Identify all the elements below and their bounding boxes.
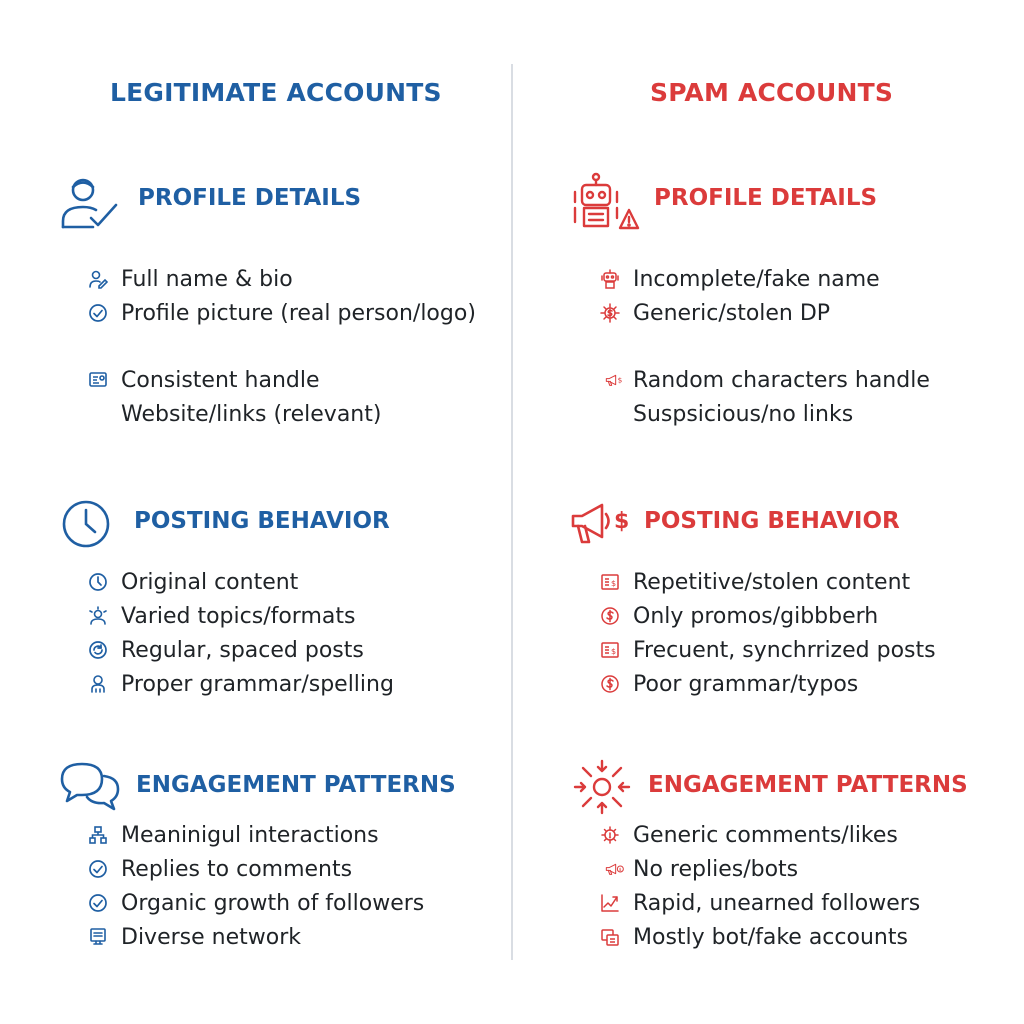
spam-posting-title: POSTING BEHAVIOR — [644, 508, 900, 534]
list-item — [88, 889, 424, 917]
dollar-burst-icon — [600, 303, 620, 323]
item-label: Original content — [121, 569, 299, 595]
item-label: Website/links (relevant) — [121, 401, 382, 427]
list-item — [88, 568, 298, 596]
svg-text:$: $ — [611, 579, 617, 588]
legitimate-title: LEGITIMATE ACCOUNTS — [110, 78, 442, 107]
svg-text:$: $ — [618, 868, 622, 873]
item-label: Poor grammar/typos — [633, 671, 859, 697]
item-label: Consistent handle — [121, 367, 320, 393]
list-item — [600, 366, 930, 394]
topics-icon — [88, 606, 108, 626]
list-item — [600, 400, 853, 428]
legit-profile-title: PROFILE DETAILS — [138, 185, 362, 211]
list-item — [600, 889, 920, 917]
list-item — [88, 400, 381, 428]
item-label: Regular, spaced posts — [121, 637, 364, 663]
money-note-icon — [600, 640, 620, 660]
item-label: Profile picture (real person/logo) — [121, 300, 476, 326]
item-label: Mostly bot/fake accounts — [633, 924, 908, 950]
robot-icon — [600, 269, 620, 289]
list-item — [600, 602, 878, 630]
list-item — [88, 855, 352, 883]
burst-arrows-icon — [572, 758, 632, 816]
item-label: Full name & bio — [121, 266, 293, 292]
refresh-icon — [88, 640, 108, 660]
growth-chart-icon — [600, 893, 620, 913]
list-item — [88, 636, 364, 664]
spam-profile-title: PROFILE DETAILS — [654, 185, 878, 211]
item-label: No replies/bots — [633, 856, 799, 882]
megaphone-dollar-icon — [600, 859, 630, 879]
list-item — [600, 568, 910, 596]
user-edit-icon — [88, 269, 108, 289]
list-item — [600, 855, 798, 883]
svg-text:$: $ — [617, 375, 623, 385]
item-label: Generic comments/likes — [633, 822, 898, 848]
legit-engagement-title: ENGAGEMENT PATTERNS — [136, 772, 456, 798]
item-label: Only promos/gibbberh — [633, 603, 879, 629]
list-item — [88, 265, 293, 293]
list-item — [88, 923, 301, 951]
spam-column — [512, 0, 1024, 1024]
item-label: Incomplete/fake name — [633, 266, 880, 292]
megaphone-dollar-icon — [570, 502, 634, 548]
list-icon — [88, 927, 108, 947]
item-label: Varied topics/formats — [121, 603, 356, 629]
id-card-icon — [88, 370, 108, 390]
legit-posting-title: POSTING BEHAVIOR — [134, 508, 390, 534]
person-icon — [88, 674, 108, 694]
list-item — [600, 821, 898, 849]
verified-user-icon — [58, 172, 120, 234]
list-item — [600, 670, 858, 698]
item-label: Organic growth of followers — [121, 890, 425, 916]
check-circle-icon — [88, 859, 108, 879]
dollar-circle-icon — [600, 606, 620, 626]
spam-engagement-title: ENGAGEMENT PATTERNS — [648, 772, 968, 798]
list-item — [88, 821, 379, 849]
check-circle-icon — [88, 303, 108, 323]
check-circle-icon — [88, 893, 108, 913]
item-label: Diverse network — [121, 924, 301, 950]
item-label: Repetitive/stolen content — [633, 569, 911, 595]
list-item — [600, 923, 908, 951]
megaphone-dollar-icon — [600, 370, 630, 390]
fake-accounts-icon — [600, 927, 620, 947]
item-label: Random characters handle — [633, 367, 930, 393]
list-item — [88, 366, 320, 394]
item-label: Proper grammar/spelling — [121, 671, 394, 697]
clock-icon — [88, 572, 108, 592]
svg-text:$: $ — [614, 509, 630, 534]
money-note-icon — [600, 572, 620, 592]
item-label: Frecuent, synchrrized posts — [633, 637, 936, 663]
list-item — [600, 299, 830, 327]
clock-icon — [60, 498, 112, 550]
spam-title: SPAM ACCOUNTS — [650, 78, 894, 107]
chat-bubbles-icon — [58, 758, 122, 816]
svg-text:$: $ — [611, 647, 617, 656]
item-label: Generic/stolen DP — [633, 300, 831, 326]
item-label: Replies to comments — [121, 856, 353, 882]
list-item — [88, 670, 394, 698]
item-label: Meaninigul interactions — [121, 822, 379, 848]
gear-warning-icon — [600, 825, 620, 845]
dollar-circle-icon — [600, 674, 620, 694]
item-label: Suspsicious/no links — [633, 401, 854, 427]
list-item — [600, 265, 880, 293]
list-item — [88, 299, 476, 327]
robot-warning-icon — [570, 172, 640, 234]
item-label: Rapid, unearned followers — [633, 890, 921, 916]
list-item — [88, 602, 355, 630]
list-item — [600, 636, 936, 664]
network-icon — [88, 825, 108, 845]
